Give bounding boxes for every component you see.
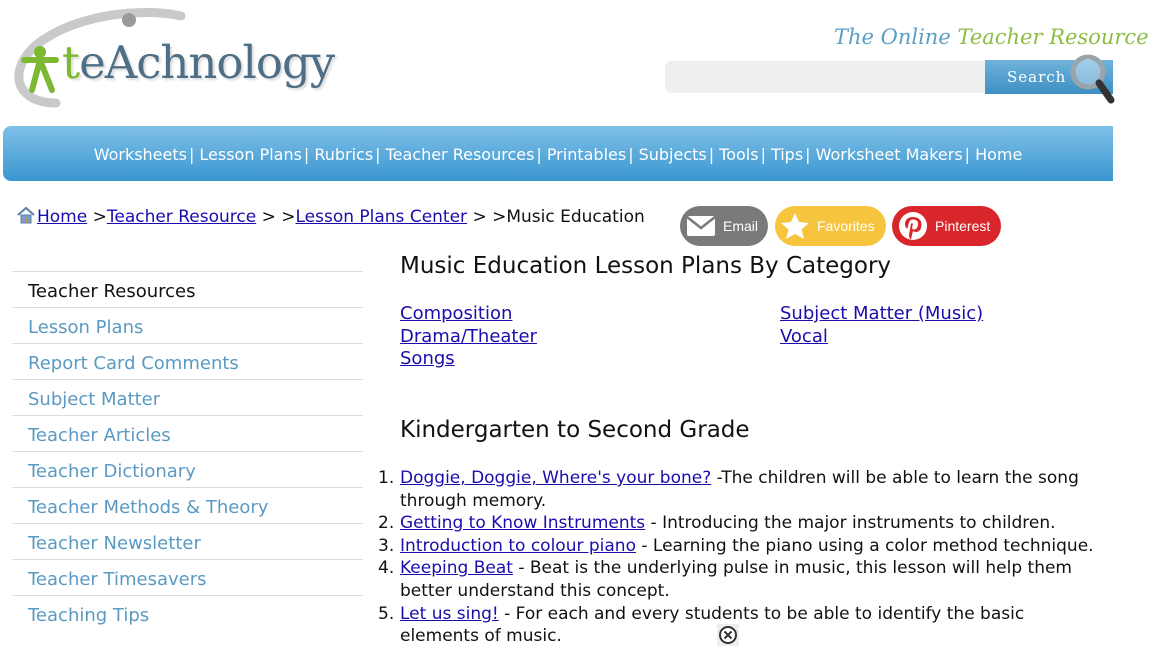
close-icon[interactable] bbox=[717, 624, 739, 646]
lesson-description: - Beat is the underlying pulse in music, this lesson will help them better understand this concept. bbox=[400, 558, 1072, 601]
category-link-subject-matter[interactable]: Subject Matter (Music) bbox=[780, 303, 984, 324]
sidebar-item-teacher-timesavers[interactable]: Teacher Timesavers bbox=[12, 559, 363, 595]
nav-separator: | bbox=[964, 145, 971, 164]
breadcrumb-current: > >Music Education bbox=[467, 207, 645, 227]
lesson-link[interactable]: Let us sing! bbox=[400, 603, 499, 624]
star-icon bbox=[780, 212, 810, 240]
nav-separator: | bbox=[375, 145, 381, 164]
lesson-description: -The children will be able to learn the song through memory. bbox=[400, 468, 1079, 511]
search-button[interactable]: Search bbox=[985, 60, 1113, 94]
sidebar-heading: Teacher Resources bbox=[12, 271, 363, 307]
search-input[interactable] bbox=[665, 61, 987, 93]
nav-home[interactable]: Home bbox=[975, 145, 1023, 164]
category-link-drama-theater[interactable]: Drama/Theater bbox=[400, 326, 537, 347]
lesson-link[interactable]: Doggie, Doggie, Where's your bone? bbox=[400, 468, 712, 488]
list-number: 2. bbox=[378, 513, 395, 534]
sidebar-item-teaching-tips[interactable]: Teaching Tips bbox=[12, 595, 363, 631]
sidebar-item-teacher-methods-theory[interactable]: Teacher Methods & Theory bbox=[12, 487, 363, 523]
nav-lesson-plans[interactable]: Lesson Plans bbox=[199, 145, 302, 164]
nav-tips[interactable]: Tips bbox=[770, 145, 804, 164]
home-icon[interactable] bbox=[16, 206, 36, 224]
breadcrumb-lesson-plans-center[interactable]: Lesson Plans Center bbox=[295, 207, 468, 227]
nav-separator: | bbox=[760, 145, 766, 164]
pinterest-icon bbox=[898, 211, 928, 241]
breadcrumb-sep: > bbox=[87, 207, 107, 227]
pinterest-share-button[interactable] bbox=[892, 206, 1001, 246]
list-number: 3. bbox=[378, 535, 395, 556]
magnifier-icon[interactable] bbox=[1068, 52, 1113, 104]
nav-separator: | bbox=[708, 145, 715, 164]
sidebar-item-subject-matter[interactable]: Subject Matter bbox=[12, 379, 363, 415]
sidebar-item-teacher-articles[interactable]: Teacher Articles bbox=[12, 415, 363, 451]
lesson-description: - For each and every students to be able to identify the basic elements of music. bbox=[400, 603, 1025, 647]
lesson-list bbox=[378, 467, 1106, 648]
main-nav bbox=[3, 126, 1113, 181]
list-item bbox=[378, 603, 1106, 648]
list-item bbox=[378, 557, 1106, 602]
nav-subjects[interactable]: Subjects bbox=[638, 145, 707, 164]
breadcrumb-home[interactable]: Home bbox=[37, 207, 88, 227]
nav-worksheet-makers[interactable]: Worksheet Makers bbox=[815, 145, 963, 164]
nav-teacher-resources[interactable]: Teacher Resources bbox=[385, 145, 535, 164]
nav-printables[interactable]: Printables bbox=[546, 145, 627, 164]
sidebar-item-report-card-comments[interactable]: Report Card Comments bbox=[12, 343, 363, 379]
nav-rubrics[interactable]: Rubrics bbox=[314, 145, 374, 164]
list-item bbox=[378, 467, 1106, 512]
lesson-link[interactable]: Introduction to colour piano bbox=[400, 535, 636, 556]
list-number: 4. bbox=[378, 558, 395, 579]
page-title: Music Education Lesson Plans By Category bbox=[400, 253, 892, 279]
nav-worksheets[interactable]: Worksheets bbox=[93, 145, 187, 164]
list-item bbox=[378, 535, 1106, 558]
list-number: 5. bbox=[378, 603, 395, 624]
sidebar-item-teacher-dictionary[interactable]: Teacher Dictionary bbox=[12, 451, 363, 487]
pinterest-label: Pinterest bbox=[935, 218, 991, 234]
section-title: Kindergarten to Second Grade bbox=[400, 417, 750, 443]
nav-tools[interactable]: Tools bbox=[719, 145, 759, 164]
sidebar-item-lesson-plans[interactable]: Lesson Plans bbox=[12, 307, 363, 343]
logo-text: teAchnology bbox=[62, 36, 335, 89]
breadcrumb bbox=[16, 206, 645, 227]
nav-separator: | bbox=[303, 145, 310, 164]
nav-separator: | bbox=[805, 145, 811, 164]
list-item bbox=[378, 512, 1106, 535]
envelope-icon bbox=[686, 214, 716, 238]
category-link-songs[interactable]: Songs bbox=[400, 348, 455, 369]
favorites-label: Favorites bbox=[817, 218, 875, 234]
lesson-description: - Learning the piano using a color method technique. bbox=[635, 535, 1094, 556]
nav-separator: | bbox=[188, 145, 195, 164]
category-link-composition[interactable]: Composition bbox=[400, 303, 513, 324]
list-number: 1. bbox=[378, 468, 395, 488]
favorites-share-button[interactable] bbox=[775, 206, 886, 246]
tagline: The Online Teacher Resource bbox=[834, 25, 1149, 49]
lesson-link[interactable]: Getting to Know Instruments bbox=[400, 513, 646, 534]
nav-separator: | bbox=[628, 145, 634, 164]
sidebar-item-teacher-newsletter[interactable]: Teacher Newsletter bbox=[12, 523, 363, 559]
breadcrumb-sep: > > bbox=[256, 207, 296, 227]
category-link-vocal[interactable]: Vocal bbox=[780, 326, 828, 347]
breadcrumb-teacher-resource[interactable]: Teacher Resource bbox=[106, 207, 257, 227]
lesson-description: - Introducing the major instruments to children. bbox=[645, 513, 1056, 534]
site-logo[interactable] bbox=[6, 8, 336, 113]
email-share-button[interactable] bbox=[680, 206, 768, 246]
email-label: Email bbox=[723, 218, 759, 234]
sidebar bbox=[12, 271, 363, 631]
lesson-link[interactable]: Keeping Beat bbox=[400, 558, 513, 579]
nav-separator: | bbox=[536, 145, 542, 164]
